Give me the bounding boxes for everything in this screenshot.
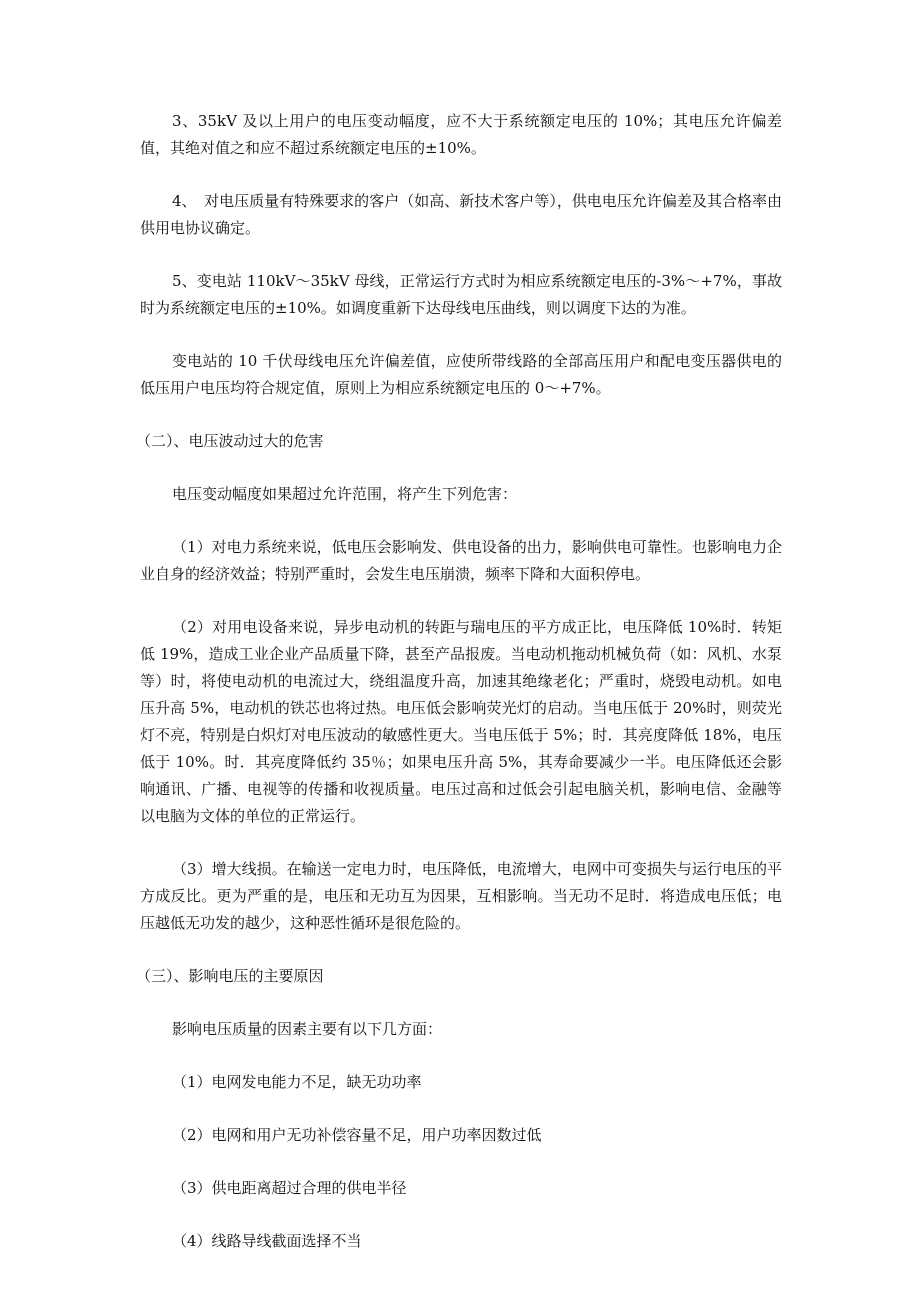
list-item-cause-1: （1）电网发电能力不足，缺无功功率 (172, 1073, 422, 1091)
section-heading-3: （三）、影响电压的主要原因 (136, 967, 324, 985)
paragraph-hazard-2: （2）对用电设备来说，异步电动机的转距与瑞电压的平方成正比，电压降低 10%时．转矩低 19%，造成工业企业产品质量下降，甚至产品报废。当电动机拖动机械负荷（如：风机、水泵等）时，将使电动机的电流过大，绕组温度升高，加速其绝缘老化；严重时，烧毁电动机。如电压升高 5%，电动机的铁芯也将过热。电压低会影响荧光灯的启动。当电压低于 20%时，则荧光灯不亮，特别是白炽灯对电压波动的敏感性更大。当电压低于 5%；时．其亮度降低 18%，电压低于 10%。时．其亮度降低约 35％；如果电压升高 5%，其寿命要减少一半。电压降低还会影响通讯、广播、电视等的传播和收视质量。电压过高和过低会引起电脑关机，影响电信、金融等以电脑为文体的单位的正常运行。 (140, 618, 782, 825)
list-item-cause-3: （3）供电距离超过合理的供电半径 (172, 1179, 407, 1197)
paragraph-hazard-1: （1）对电力系统来说，低电压会影响发、供电设备的出力，影响供电可靠性。也影响电力企业自身的经济效益；特别严重时，会发生电压崩溃，频率下降和大面积停电。 (140, 538, 782, 583)
paragraph-hazards-intro: 电压变动幅度如果超过允许范围，将产生下列危害： (172, 485, 518, 503)
list-item-cause-2: （2）电网和用户无功补偿容量不足，用户功率因数过低 (172, 1126, 542, 1144)
section-heading-2: （二）、电压波动过大的危害 (136, 432, 324, 450)
paragraph-item-3: 3、35kV 及以上用户的电压变动幅度，应不大于系统额定电压的 10%；其电压允许偏差值，其绝对值之和应不超过系统额定电压的±10%。 (140, 112, 782, 157)
document-body (136, 108, 782, 1255)
paragraph-10kv-bus: 变电站的 10 千伏母线电压允许偏差值，应使所带线路的全部高压用户和配电变压器供电的低压用户电压均符合规定值，原则上为相应系统额定电压的 0～+7%。 (140, 352, 782, 397)
list-item-cause-4: （4）线路导线截面选择不当 (172, 1232, 362, 1250)
paragraph-causes-intro: 影响电压质量的因素主要有以下几方面： (172, 1020, 443, 1038)
paragraph-item-5: 5、变电站 110kV～35kV 母线，正常运行方式时为相应系统额定电压的-3%～+7%，事故时为系统额定电压的±10%。如调度重新下达母线电压曲线，则以调度下达的为准。 (140, 272, 782, 317)
paragraph-hazard-3: （3）增大线损。在输送一定电力时，电压降低，电流增大，电网中可变损失与运行电压的平方成反比。更为严重的是，电压和无功互为因果，互相影响。当无功不足时．将造成电压低；电压越低无功发的越少，这种恶性循环是很危险的。 (140, 860, 782, 932)
paragraph-item-4: 4、 对电压质量有特殊要求的客户（如高、新技术客户等），供电电压允许偏差及其合格率由供用电协议确定。 (140, 192, 782, 237)
